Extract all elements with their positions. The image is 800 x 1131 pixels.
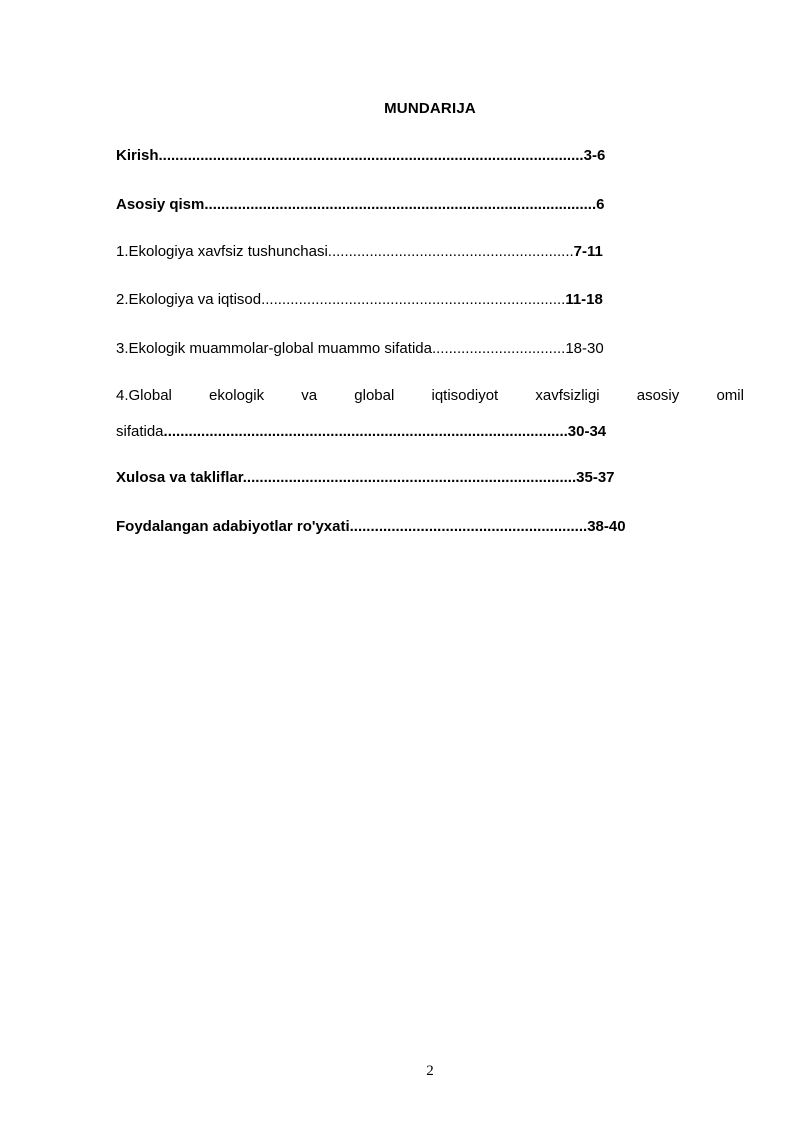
page-title: MUNDARIJA <box>384 100 476 117</box>
toc-entry-label: Kirish <box>116 147 159 164</box>
toc-leader-dots: ................................ <box>431 340 566 357</box>
toc-entry-pages: 18-30 <box>565 340 604 357</box>
toc-leader-dots: ...................................................................................................... <box>158 147 584 164</box>
toc-word: ekologik <box>209 387 265 404</box>
toc-entry-label: Foydalangan adabiyotlar ro'yxati <box>116 518 350 535</box>
toc-entry-pages: 35-37 <box>576 469 615 486</box>
toc-entry-asosiy-qism <box>116 196 604 213</box>
toc-entry-label: 1.Ekologiya xavfsiz tushunchasi <box>116 243 328 260</box>
toc-word: iqtisodiyot <box>431 387 499 404</box>
toc-entry-label: sifatida <box>116 423 164 440</box>
toc-entry-2 <box>116 291 603 308</box>
toc-leader-dots: ................................................................................ <box>242 469 577 486</box>
toc-entry-4-line2 <box>116 423 606 440</box>
toc-word: va <box>301 387 318 404</box>
toc-entry-pages: 3-6 <box>583 147 606 164</box>
toc-entry-adabiyotlar <box>116 518 626 535</box>
toc-entry-pages: 7-11 <box>573 243 603 260</box>
toc-word: omil <box>716 387 744 404</box>
toc-leader-dots: ........................................................... <box>327 243 574 260</box>
toc-word: asosiy <box>636 387 680 404</box>
toc-word: global <box>354 387 395 404</box>
toc-entry-1 <box>116 243 603 260</box>
toc-entry-pages: 30-34 <box>567 423 607 440</box>
toc-entry-pages: 11-18 <box>565 291 603 308</box>
toc-word: 4.Global <box>116 387 172 404</box>
toc-entry-label: 3.Ekologik muammolar-global muammo sifatida <box>116 340 432 357</box>
toc-entry-xulosa <box>116 469 615 486</box>
toc-leader-dots: ......................................................................... <box>261 291 566 308</box>
toc-entry-pages: 6 <box>596 196 605 213</box>
toc-entry-kirish <box>116 147 605 164</box>
toc-entry-label: 2.Ekologiya va iqtisod <box>116 291 262 308</box>
toc-leader-dots: .............................................................................................. <box>204 196 597 213</box>
page-number: 2 <box>426 1063 434 1079</box>
toc-entry-3 <box>116 340 604 357</box>
toc-entry-label: Xulosa va takliflar <box>116 469 243 486</box>
toc-word: xavfsizligi <box>535 387 600 404</box>
toc-entry-4-line1 <box>116 387 744 404</box>
toc-leader-dots: ......................................................... <box>349 518 588 535</box>
toc-entry-label: Asosiy qism <box>116 196 205 213</box>
toc-leader-dots: ................................................................................................. <box>163 423 568 440</box>
toc-entry-pages: 38-40 <box>587 518 626 535</box>
